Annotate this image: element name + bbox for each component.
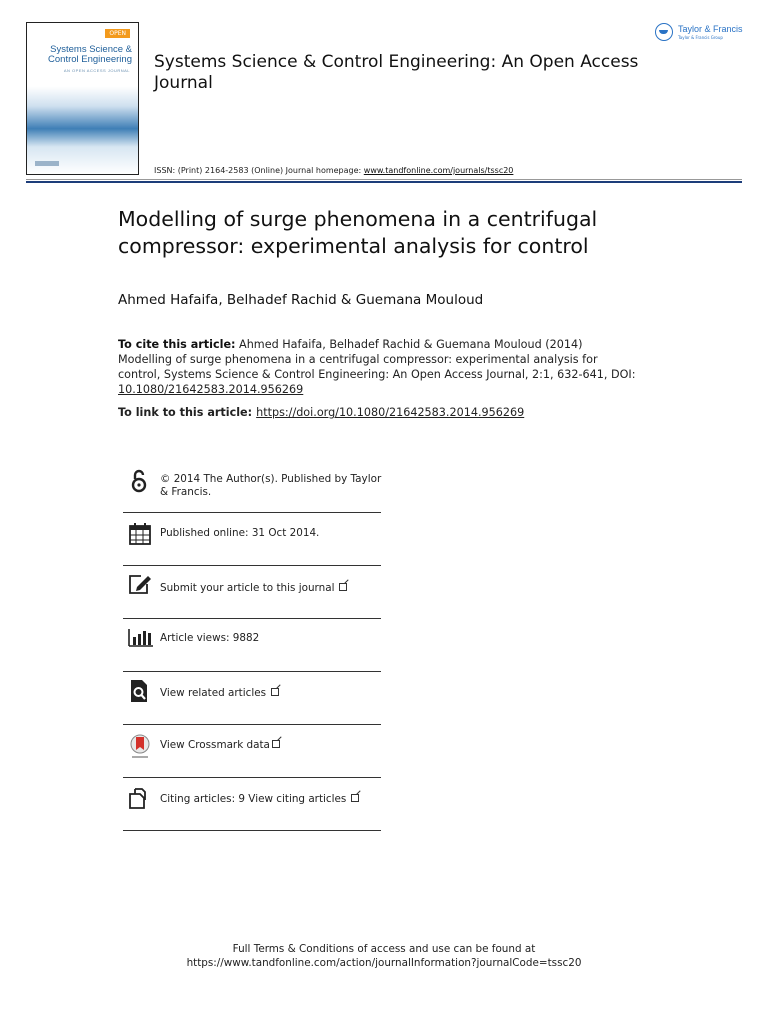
info-item-related[interactable] bbox=[123, 672, 381, 725]
issn-text: ISSN: (Print) 2164-2583 (Online) Journal homepage: bbox=[154, 166, 364, 175]
article-link-line bbox=[118, 406, 524, 419]
info-item-license bbox=[123, 460, 381, 513]
related-articles-link[interactable]: View related articles bbox=[160, 687, 382, 700]
header-rule-thin bbox=[26, 179, 742, 180]
link-label: To link to this article: bbox=[118, 406, 253, 419]
info-item-crossmark[interactable] bbox=[123, 725, 381, 778]
doi-link[interactable]: https://doi.org/10.1080/21642583.2014.956269 bbox=[256, 406, 525, 419]
external-link-icon bbox=[271, 688, 279, 696]
journal-homepage-link[interactable]: www.tandfonline.com/journals/tssc20 bbox=[363, 166, 514, 175]
info-item-submit[interactable] bbox=[123, 566, 381, 619]
cite-doi-link[interactable]: 10.1080/21642583.2014.956269 bbox=[118, 383, 304, 396]
info-item-citing[interactable] bbox=[123, 778, 381, 831]
info-item-views bbox=[123, 619, 381, 672]
external-link-icon bbox=[339, 583, 347, 591]
bar-chart-icon bbox=[127, 625, 153, 651]
submit-article-link[interactable]: Submit your article to this journal bbox=[160, 582, 382, 595]
citation-block bbox=[118, 337, 638, 397]
info-item-published bbox=[123, 513, 381, 566]
terms-footer bbox=[0, 942, 768, 970]
publisher-group: Taylor & Francis Group bbox=[678, 35, 723, 40]
citing-icon bbox=[127, 784, 153, 810]
article-views-text: Article views: 9882 bbox=[160, 632, 260, 644]
footer-line-1: Full Terms & Conditions of access and use can be found at bbox=[232, 943, 536, 955]
open-access-icon bbox=[127, 468, 153, 494]
journal-cover-image bbox=[26, 22, 139, 175]
crossmark-icon bbox=[127, 733, 153, 759]
open-badge: OPEN bbox=[105, 29, 130, 38]
external-link-icon bbox=[351, 794, 359, 802]
calendar-icon bbox=[127, 521, 153, 547]
cover-publisher-logo bbox=[35, 161, 59, 166]
article-authors: Ahmed Hafaifa, Belhadef Rachid & Guemana Mouloud bbox=[118, 292, 484, 308]
journal-title: Systems Science & Control Engineering: An Open Access Journal bbox=[154, 52, 639, 93]
tf-logo-icon bbox=[655, 23, 673, 41]
crossmark-link[interactable]: View Crossmark data bbox=[160, 739, 382, 752]
edit-icon bbox=[127, 572, 153, 598]
article-title: Modelling of surge phenomena in a centrifugal compressor: experimental analysis for control bbox=[118, 207, 598, 258]
citing-articles-link[interactable]: Citing articles: 9 View citing articles bbox=[160, 793, 382, 806]
publisher-name: Taylor & Francis bbox=[678, 24, 743, 34]
issn-line bbox=[154, 166, 513, 175]
external-link-icon bbox=[272, 740, 280, 748]
license-text: © 2014 The Author(s). Published by Taylor & Francis. bbox=[160, 473, 382, 498]
footer-terms-link[interactable]: https://www.tandfonline.com/action/journalInformation?journalCode=tssc20 bbox=[186, 957, 582, 969]
search-document-icon bbox=[127, 678, 153, 704]
published-date-text: Published online: 31 Oct 2014. bbox=[160, 527, 320, 539]
cite-text: Ahmed Hafaifa, Belhadef Rachid & Guemana Mouloud (2014) Modelling of surge phenomena in a centrifugal compressor: experimental analysis for control, Systems Science & Control Engineering: An Open Access Journal, 2:1, 632-641, DOI: bbox=[118, 338, 636, 381]
cover-title: Systems Science & Control Engineering bbox=[48, 44, 132, 65]
cite-label: To cite this article: bbox=[118, 338, 236, 351]
taylor-francis-logo[interactable] bbox=[655, 23, 750, 47]
cover-subtitle: AN OPEN ACCESS JOURNAL bbox=[63, 68, 130, 73]
header-rule-thick bbox=[26, 181, 742, 183]
